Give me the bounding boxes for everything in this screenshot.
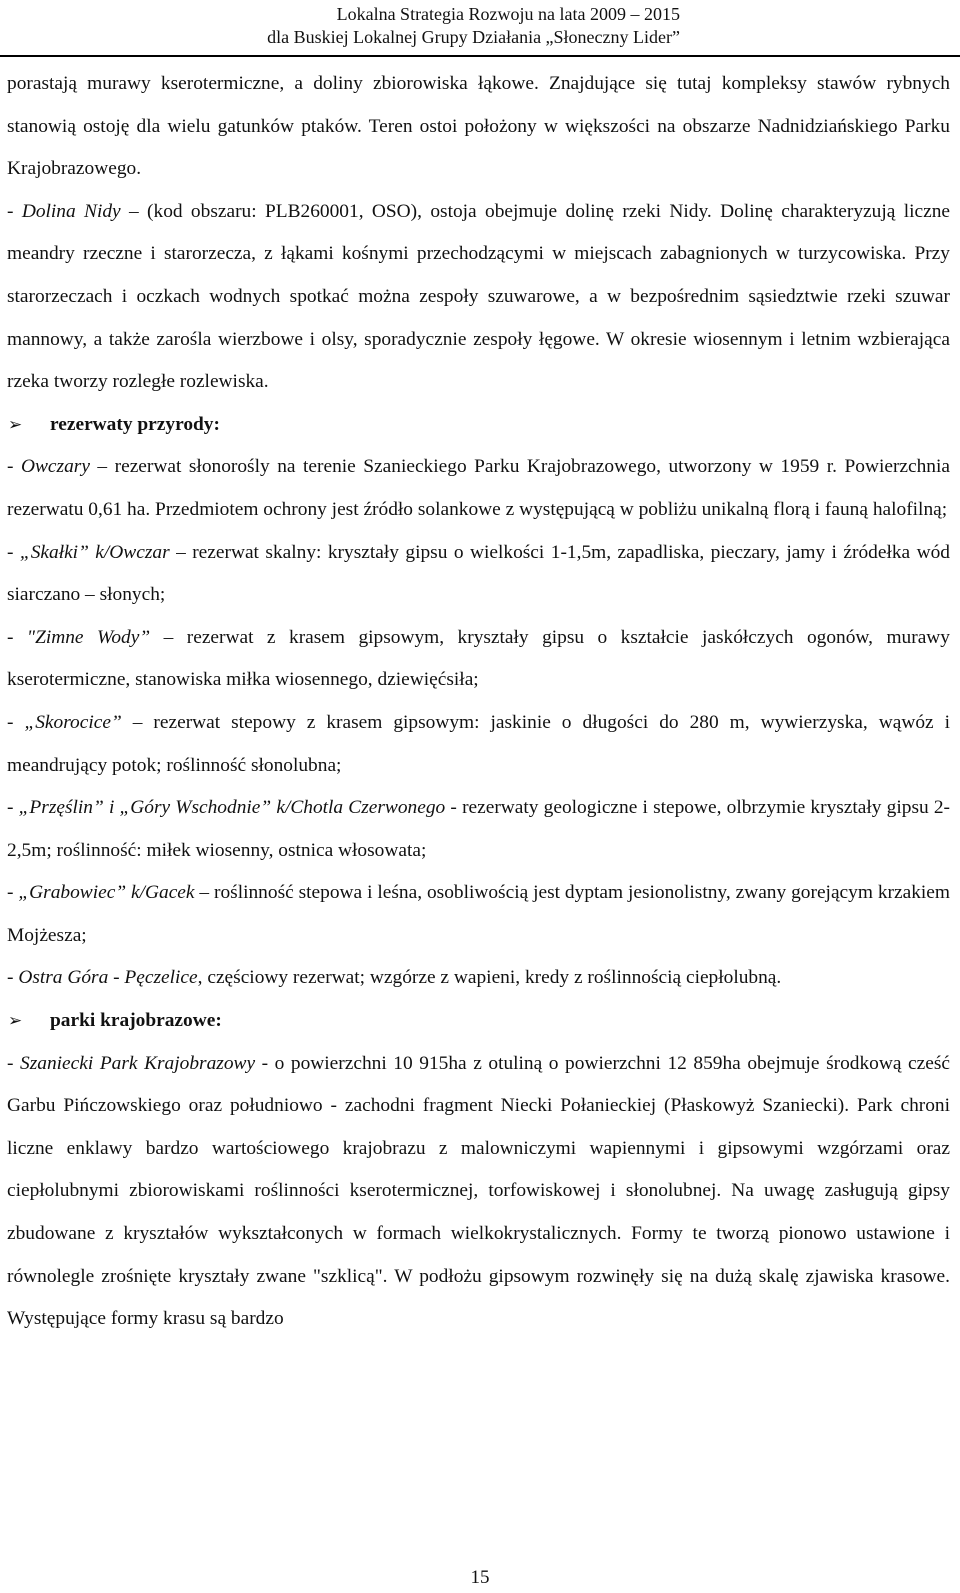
item-name: „Grabowiec” k/Gacek <box>18 882 195 904</box>
item-name: Dolina Nidy <box>21 200 121 222</box>
item-name: "Zimne Wody” <box>26 626 151 648</box>
item-text: – rezerwat słonorośly na terenie Szanieckiego Parku Krajobrazowego, utworzony w 1959 r. Powierzchnia rezerwatu 0,61 ha. Przedmiotem ochrony jest źródło solankowe z występującą w pobliżu unikalną florą i fauną halofilną; <box>7 456 951 520</box>
list-item <box>7 872 950 957</box>
paragraph-ostoja: porastają murawy kserotermiczne, a doliny zbiorowiska łąkowe. Znajdujące się tutaj kompleksy stawów rybnych stanowią ostoję dla wielu gatunków ptaków. Teren ostoi położony w większości na obszarze Nadnidziańskiego Parku Krajobrazowego. <box>7 73 950 180</box>
item-prefix: - <box>7 456 21 478</box>
item-prefix: - <box>7 626 27 648</box>
list-item <box>7 787 950 872</box>
section-heading-rezerwaty <box>7 404 950 447</box>
list-item <box>7 446 950 531</box>
section-heading-parki <box>7 1000 950 1043</box>
item-text: – rezerwat stepowy z krasem gipsowym: jaskinie o długości do 280 m, wywierzyska, wąwóz i meandrujący potok; roślinność słonolubna; <box>7 711 950 776</box>
item-prefix: - <box>7 1052 21 1074</box>
arrow-bullet-icon: ➢ <box>8 414 23 434</box>
heading-text: parki krajobrazowe: <box>50 1010 222 1032</box>
page-header <box>0 0 960 58</box>
item-text: - o powierzchni 10 915ha z otuliną o powierzchni 12 859ha obejmuje środkową cześć Garbu Pińczowskiego oraz południowo - zachodni fragment Niecki Połanieckiej (Płaskowyż Szaniecki). Park chroni liczne enklawy bardzo wartościowego krajobrazu z malowniczymi wapiennymi i gipsowymi wzgórzami oraz ciepłolubnymi zbiorowiskami roślinności kserotermicznej, torfowiskowej i słonolubnej. Na uwagę zasługują gipsy zbudowane z kryształów wykształconych w formach wielkokrystalicznych. Formy te tworzą pionowo ustawione i równolegle zrośnięte kryształy zwane "szklicą". W podłożu gipsowym rozwinęły się na dużą skalę zjawiska krasowe. Występujące formy krasu są bardzo <box>7 1052 951 1330</box>
item-prefix: - <box>7 541 20 563</box>
item-name: „Przęślin” i „Góry Wschodnie” k/Chotla Czerwonego <box>18 797 446 819</box>
item-prefix: - <box>7 200 22 222</box>
document-body <box>7 63 950 1341</box>
header-title-line-1: Lokalna Strategia Rozwoju na lata 2009 – 2015 <box>336 4 680 24</box>
item-text: - rezerwaty geologiczne i stepowe, olbrzymie kryształy gipsu 2-2,5m; roślinność: miłek wiosenny, ostnica włosowata; <box>7 797 951 861</box>
list-item <box>7 532 950 617</box>
item-text: – rezerwat z krasem gipsowym, kryształy gipsu o kształcie jaskółczych ogonów, murawy kserotermiczne, stanowiska miłka wiosennego, dziewięćsiła; <box>7 626 951 691</box>
item-prefix: - <box>7 711 25 733</box>
item-text: – rezerwat skalny: kryształy gipsu o wielkości 1-1,5m, zapadliska, pieczary, jamy i źródełka wód siarczano – słonych; <box>7 541 950 606</box>
item-name: Szaniecki Park Krajobrazowy <box>20 1052 256 1074</box>
item-text: – (kod obszaru: PLB260001, OSO), ostoja obejmuje dolinę rzeki Nidy. Dolinę charakteryzują liczne meandry rzeczne i starorzecza, z łąkami kośnymi przechodzącymi w miejscach zabagnionych w turzycowiska. Przy starorzeczach i oczkach wodnych spotkać można zespoły szuwarowe, a w bezpośrednim sąsiedztwie rzeki szuwar mannowy, a także zarośla wierzbowe i olsy, sporadycznie zespoły łęgowe. W okresie wiosennym i letnim wzbierająca rzeka tworzy rozległe rozlewiska. <box>7 200 950 393</box>
header-divider <box>0 55 960 57</box>
heading-text: rezerwaty przyrody: <box>50 413 220 435</box>
item-name: „Skałki” k/Owczar <box>19 541 170 563</box>
item-prefix: - <box>7 967 19 989</box>
arrow-bullet-icon: ➢ <box>8 1011 23 1031</box>
list-item <box>7 957 950 1000</box>
item-text: – roślinność stepowa i leśna, osobliwością jest dyptam jesionolistny, zwany gorejącym krzakiem Mojżesza; <box>7 882 950 946</box>
item-text: , częściowy rezerwat; wzgórze z wapieni, kredy z roślinnością ciepłolubną. <box>197 967 782 989</box>
item-prefix: - <box>7 797 19 819</box>
item-name: Owczary <box>20 456 90 478</box>
paragraph-dolina-nidy <box>7 191 950 404</box>
list-item <box>7 617 950 702</box>
item-name: Ostra Góra - Pęczelice <box>18 967 198 989</box>
list-item <box>7 702 950 787</box>
paragraph-szaniecki-park <box>7 1043 950 1341</box>
item-name: „Skorocice” <box>24 711 122 733</box>
page-number: 15 <box>470 1567 490 1588</box>
item-prefix: - <box>7 882 19 904</box>
header-title-line-2: dla Buskiej Lokalnej Grupy Działania „Słoneczny Lider” <box>267 27 680 47</box>
